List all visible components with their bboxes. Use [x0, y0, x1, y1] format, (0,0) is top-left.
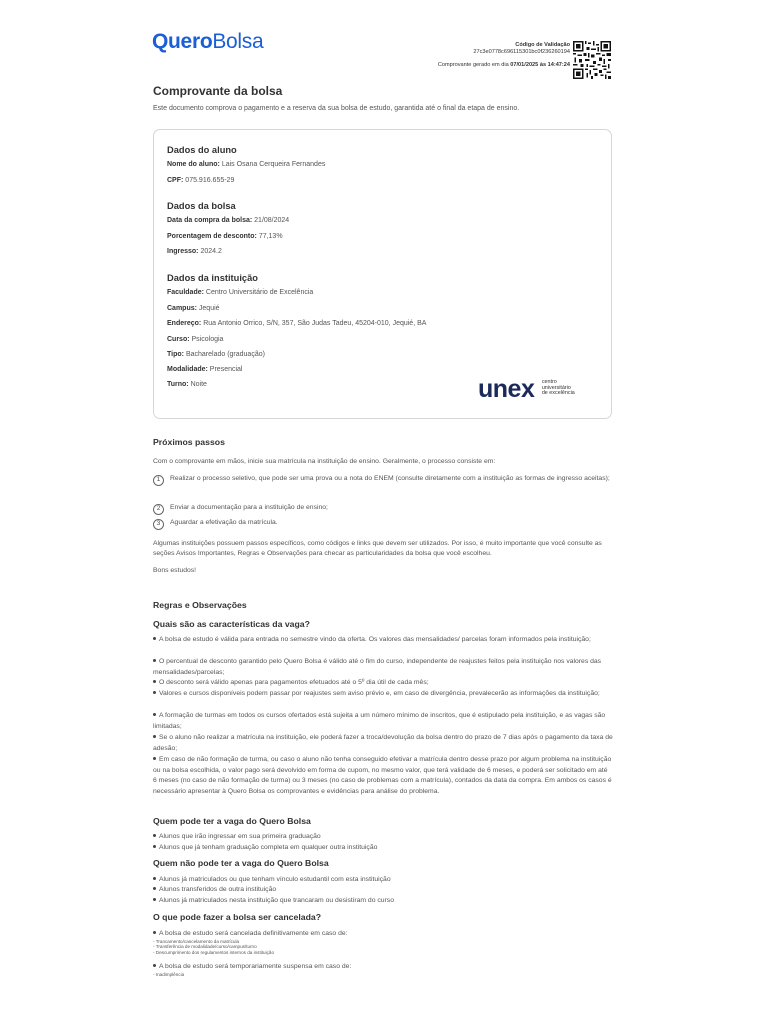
list-item: Alunos que irão ingressar em sua primeira graduação [153, 832, 613, 843]
q3-title: Quem não pode ter a vaga do Quero Bolsa [153, 858, 329, 868]
intro-text: Este documento comprova o pagamento e a reserva da sua bolsa de estudo, garantida até o final da etapa de ensino. [153, 105, 520, 112]
institution-faculty: Faculdade: Centro Universitário de Excelência [167, 289, 314, 296]
validation-label: Código de Validação [515, 42, 570, 48]
list-item: A formação de turmas em todos os cursos ofertados está sujeita a um número mínimo de inscritos, que é estipulado pela instituição, e as vagas são limitadas; [153, 712, 606, 730]
institution-address: Endereço: Rua Antonio Orrico, S/N, 357, São Judas Tadeu, 45204-010, Jequié, BA [167, 320, 427, 327]
step-item: 1 Realizar o processo seletivo, que pode ser uma prova ou a nota do ENEM (consulte diretamente com a instituição as formas de ingresso aceitas); [153, 472, 613, 487]
list-item: Alunos que já tenham graduação completa em qualquer outra instituição [153, 843, 613, 854]
list-item: Valores e cursos disponíveis podem passar por reajustes sem aviso prévio e, em caso de divergência, prevalecerão as informações da instituição; [153, 689, 613, 700]
next-steps-note: Algumas instituições possuem passos específicos, como códigos e links que devem ser utilizados. Por isso, é muito importante que você consulte as seções Avisos Importantes, Regras e Observações para checar as particularidades da bolsa que você escolheu. [153, 540, 602, 557]
list-item: Alunos já matriculados ou que tenham vínculo estudantil com esta instituição [153, 875, 613, 886]
list-item: Em caso de não formação de turma, ou caso o aluno não tenha conseguido efetivar a matrícula dentro desse prazo por algum problema na instituição ou na bolsa escolhida, o valor pago será devolvido em forma de cupom, no mesmo valor, que terá validade de 6 meses, e poderá ser solicitado em até 6 meses (no caso de não formação de turma) ou 3 meses (no caso de problemas com a matrícula), contados da data da compra. Em ambos os casos é necessário apresentar à Quero Bolsa os comprovantes e evidências para análise do problema. [153, 756, 612, 795]
sub-list [153, 939, 274, 955]
querobolsa-logo: QueroBolsa [152, 30, 264, 53]
list-item: O percentual de desconto garantido pelo Quero Bolsa é válido até o fim do curso, independente de reajustes feitos pela instituição nos valores das mensalidades/parcelas; [153, 658, 602, 676]
student-cpf: CPF: 075.916.655-29 [167, 177, 235, 184]
q1-title: Quais são as características da vaga? [153, 619, 310, 629]
sub-list-item: - Inadimplência [153, 972, 185, 977]
list-item: A bolsa de estudo será cancelada definitivamente em caso de: [153, 929, 613, 940]
sub-list-item: - Descumprimento dos regulamentos internos da instituição [153, 949, 275, 955]
generated-datetime: 07/01/2025 às 14:47:24 [510, 62, 570, 68]
page-title: Comprovante da bolsa [153, 84, 283, 98]
q4-title: O que pode fazer a bolsa ser cancelada? [153, 912, 322, 922]
next-steps-intro: Com o comprovante em mãos, inicie sua matrícula na instituição de ensino. Geralmente, o processo consiste em: [153, 458, 496, 465]
institution-campus: Campus: Jequié [167, 305, 220, 312]
scholarship-entry: Ingresso: 2024.2 [167, 248, 222, 255]
list-item: A bolsa de estudo será temporariamente suspensa em caso de: [153, 962, 613, 973]
unex-logo: unex centro universitário de excelência [478, 375, 575, 403]
scholarship-section-title: Dados da bolsa [167, 201, 236, 211]
next-steps-title: Próximos passos [153, 437, 225, 447]
student-section-title: Dados do aluno [167, 145, 237, 155]
list-item: Alunos transferidos de outra instituição [153, 885, 613, 896]
list-item: Se o aluno não realizar a matrícula na instituição, ele poderá fazer a troca/devolução da bolsa dentro do prazo de 7 dias após o pagamento da taxa de adesão; [153, 734, 613, 752]
sub-list-item: - Transferência de modalidade/curso/campus/turno [153, 944, 257, 950]
list-item: Alunos já matriculados nesta instituição que trancaram ou desistiram do curso [153, 896, 613, 907]
list-item: A bolsa de estudo é válida para entrada no semestre vindo da oferta. Os valores das mensalidades/ parcelas foram informados pela instituição; [153, 635, 613, 646]
qr-code-icon [573, 41, 611, 79]
scholarship-discount: Porcentagem de desconto: 77,13% [167, 233, 283, 240]
generated-info: Comprovante gerado em dia 07/01/2025 às 14:47:24 [437, 62, 570, 68]
institution-course: Curso: Psicologia [167, 336, 224, 343]
validation-block [473, 42, 570, 56]
rules-title: Regras e Observações [153, 600, 247, 610]
institution-modality: Modalidade: Presencial [167, 366, 243, 373]
step-item: 2 Enviar a documentação para a instituição de ensino; [153, 501, 613, 516]
institution-section-title: Dados da instituição [167, 273, 258, 283]
list-item: O desconto será válido apenas para pagamentos efetuados até o 5º dia útil de cada mês; [153, 678, 613, 689]
institution-type: Tipo: Bacharelado (graduação) [167, 351, 265, 358]
q2-title: Quem pode ter a vaga do Quero Bolsa [153, 816, 311, 826]
scholarship-date: Data da compra da bolsa: 21/08/2024 [167, 217, 290, 224]
step-item: 3 Aguardar a efetivação da matrícula. [153, 516, 613, 531]
sub-list-item: - Trancamento/cancelamento da matrícula [153, 939, 240, 944]
closing-text: Bons estudos! [153, 567, 197, 574]
validation-code: 27c3e0778c696115301bc0f236260194 [473, 49, 570, 55]
institution-shift: Turno: Noite [167, 381, 207, 388]
sub-list [153, 972, 184, 977]
student-name: Nome do aluno: Lais Osana Cerqueira Fernandes [167, 161, 326, 168]
